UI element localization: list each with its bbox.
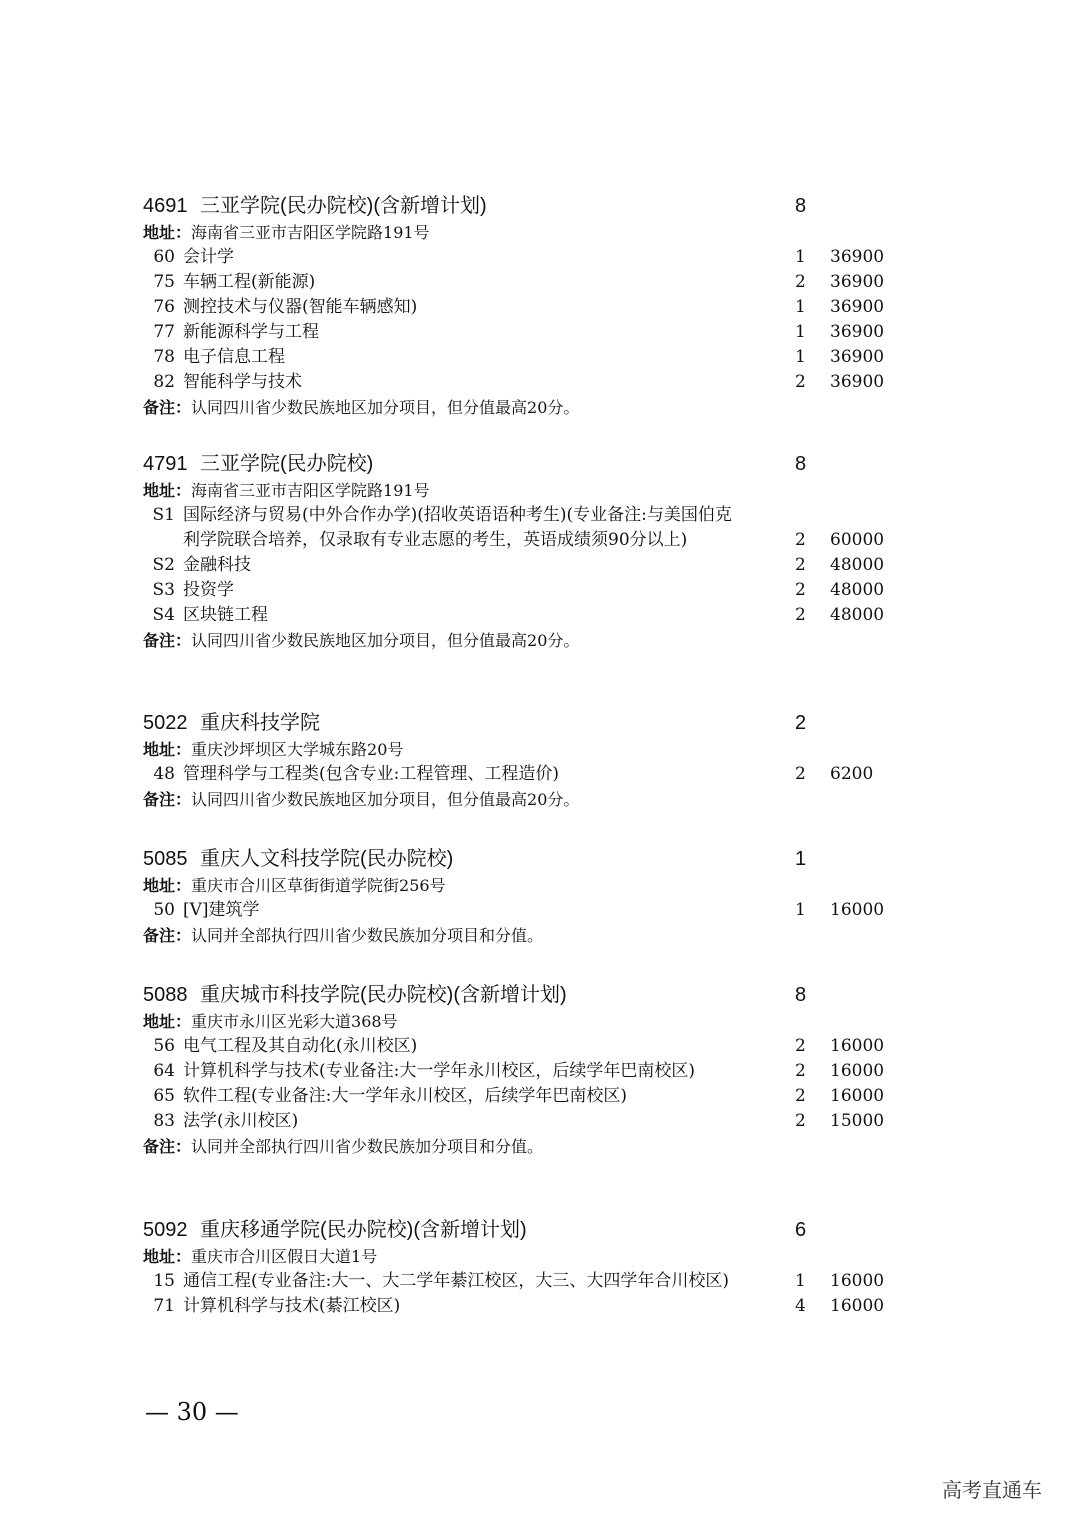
major-name: 电气工程及其自动化(永川校区) — [183, 1036, 418, 1056]
major-count: 2 — [795, 555, 806, 575]
address-label: 地址： — [143, 1014, 192, 1031]
note-text: 认同四川省少数民族地区加分项目，但分值最高20分。 — [191, 790, 580, 809]
school-block — [143, 1216, 1043, 1319]
major-fee: 16000 — [830, 1036, 885, 1056]
major-count: 2 — [795, 764, 806, 784]
major-code: 65 — [153, 1086, 175, 1106]
major-fee: 60000 — [830, 530, 885, 550]
major-row — [143, 320, 1043, 345]
school-header — [143, 845, 1043, 873]
major-fee: 15000 — [830, 1111, 885, 1131]
major-code: S2 — [152, 555, 175, 575]
major-row — [143, 345, 1043, 370]
address-label: 地址： — [143, 742, 192, 759]
address-text: 海南省三亚市吉阳区学院路191号 — [191, 223, 430, 242]
major-row — [143, 270, 1043, 295]
school-address — [143, 873, 1043, 898]
major-fee: 48000 — [830, 555, 885, 575]
school-address — [143, 220, 1043, 245]
major-name: 新能源科学与工程 — [183, 322, 319, 342]
note-text: 认同四川省少数民族地区加分项目，但分值最高20分。 — [191, 398, 580, 417]
school-total-quota: 8 — [795, 195, 807, 217]
school-code: 5092 — [143, 1219, 188, 1241]
major-count: 1 — [795, 1271, 806, 1291]
major-fee: 16000 — [830, 1296, 885, 1316]
major-name: 测控技术与仪器(智能车辆感知) — [183, 297, 418, 317]
note-text: 认同并全部执行四川省少数民族加分项目和分值。 — [191, 1137, 544, 1156]
major-fee: 16000 — [830, 1271, 885, 1291]
major-name: 金融科技 — [183, 555, 251, 575]
major-fee: 16000 — [830, 900, 885, 920]
major-code: 50 — [153, 900, 175, 920]
school-header — [143, 1216, 1043, 1244]
major-code: 71 — [153, 1296, 175, 1316]
school-address — [143, 1009, 1043, 1034]
major-fee: 16000 — [830, 1061, 885, 1081]
address-text: 重庆市合川区草街街道学院街256号 — [191, 876, 446, 895]
major-name: 电子信息工程 — [183, 347, 285, 367]
school-header — [143, 192, 1043, 220]
note-label: 备注： — [143, 1139, 192, 1156]
school-total-quota: 1 — [795, 848, 807, 870]
school-name: 三亚学院(民办院校)(含新增计划) — [200, 195, 487, 217]
major-code: 83 — [153, 1111, 175, 1131]
address-label: 地址： — [143, 1249, 192, 1266]
school-header — [143, 450, 1043, 478]
school-block — [143, 709, 1043, 812]
major-fee: 36900 — [830, 372, 885, 392]
major-name: 区块链工程 — [183, 605, 268, 625]
address-text: 重庆市永川区光彩大道368号 — [191, 1012, 398, 1031]
school-name: 重庆移通学院(民办院校)(含新增计划) — [200, 1219, 527, 1241]
major-name: 计算机科学与技术(綦江校区) — [183, 1296, 401, 1316]
school-address — [143, 478, 1043, 503]
major-fee: 36900 — [830, 272, 885, 292]
school-block — [143, 450, 1043, 653]
school-block — [143, 981, 1043, 1159]
major-count: 1 — [795, 900, 806, 920]
major-fee: 36900 — [830, 297, 885, 317]
major-row — [143, 1034, 1043, 1059]
major-fee: 16000 — [830, 1086, 885, 1106]
major-row — [143, 295, 1043, 320]
school-note — [143, 923, 1043, 948]
major-fee: 36900 — [830, 322, 885, 342]
note-label: 备注： — [143, 633, 192, 650]
major-name: 会计学 — [183, 247, 234, 267]
major-fee: 6200 — [830, 764, 874, 784]
address-label: 地址： — [143, 225, 192, 242]
note-text: 认同并全部执行四川省少数民族加分项目和分值。 — [191, 926, 544, 945]
major-code: 48 — [153, 764, 175, 784]
school-name: 重庆科技学院 — [200, 712, 320, 734]
major-code: 56 — [153, 1036, 175, 1056]
major-fee: 48000 — [830, 580, 885, 600]
school-code: 5022 — [143, 712, 188, 734]
school-total-quota: 2 — [795, 712, 807, 734]
major-row — [143, 553, 1043, 578]
school-note — [143, 395, 1043, 420]
school-block — [143, 845, 1043, 948]
major-count: 1 — [795, 347, 806, 367]
school-code: 4691 — [143, 195, 188, 217]
school-name: 重庆人文科技学院(民办院校) — [200, 848, 454, 870]
address-label: 地址： — [143, 483, 192, 500]
school-code: 5085 — [143, 848, 188, 870]
major-count: 2 — [795, 605, 806, 625]
major-row — [143, 1109, 1043, 1134]
major-count: 2 — [795, 1036, 806, 1056]
note-label: 备注： — [143, 792, 192, 809]
major-count: 2 — [795, 530, 806, 550]
major-row — [143, 603, 1043, 628]
major-count: 2 — [795, 580, 806, 600]
school-code: 5088 — [143, 984, 188, 1006]
note-label: 备注： — [143, 400, 192, 417]
major-fee: 36900 — [830, 247, 885, 267]
major-count: 1 — [795, 297, 806, 317]
major-count: 2 — [795, 272, 806, 292]
major-code: 78 — [153, 347, 175, 367]
major-code: 77 — [153, 322, 175, 342]
major-count: 1 — [795, 322, 806, 342]
major-row — [143, 1294, 1043, 1319]
school-header — [143, 709, 1043, 737]
school-header — [143, 981, 1043, 1009]
school-note — [143, 628, 1043, 653]
major-row — [143, 762, 1043, 787]
major-fee: 48000 — [830, 605, 885, 625]
major-fee: 36900 — [830, 347, 885, 367]
major-count: 2 — [795, 1086, 806, 1106]
major-name: [V]建筑学 — [183, 900, 260, 920]
major-name: 软件工程(专业备注:大一学年永川校区，后续学年巴南校区) — [183, 1086, 627, 1106]
major-count: 2 — [795, 1111, 806, 1131]
watermark: 高考直通车 — [942, 1480, 1042, 1502]
major-code: 75 — [153, 272, 175, 292]
address-text: 重庆沙坪坝区大学城东路20号 — [191, 740, 404, 759]
major-code: S4 — [152, 605, 175, 625]
address-label: 地址： — [143, 878, 192, 895]
major-code: 82 — [153, 372, 175, 392]
major-name: 车辆工程(新能源) — [183, 272, 316, 292]
major-code: 60 — [153, 247, 175, 267]
school-total-quota: 8 — [795, 453, 807, 475]
school-name: 三亚学院(民办院校) — [200, 453, 374, 475]
school-name: 重庆城市科技学院(民办院校)(含新增计划) — [200, 984, 567, 1006]
school-total-quota: 6 — [795, 1219, 807, 1241]
major-name: 投资学 — [183, 580, 234, 600]
major-row — [143, 578, 1043, 603]
page-number: — 30 — — [145, 1398, 239, 1426]
major-row — [143, 1084, 1043, 1109]
school-block — [143, 192, 1043, 420]
address-text: 海南省三亚市吉阳区学院路191号 — [191, 481, 430, 500]
major-name: 计算机科学与技术(专业备注:大一学年永川校区，后续学年巴南校区) — [183, 1061, 695, 1081]
school-address — [143, 1244, 1043, 1269]
note-label: 备注： — [143, 928, 192, 945]
major-code: 15 — [153, 1271, 175, 1291]
major-row — [143, 1269, 1043, 1294]
major-count: 1 — [795, 247, 806, 267]
major-name: 通信工程(专业备注:大一、大二学年綦江校区，大三、大四学年合川校区) — [183, 1271, 729, 1291]
major-row — [143, 898, 1043, 923]
school-address — [143, 737, 1043, 762]
major-count: 4 — [795, 1296, 806, 1316]
school-note — [143, 1134, 1043, 1159]
note-text: 认同四川省少数民族地区加分项目，但分值最高20分。 — [191, 631, 580, 650]
major-row — [143, 370, 1043, 395]
school-code: 4791 — [143, 453, 188, 475]
major-name: 国际经济与贸易(中外合作办学)(招收英语语种考生)(专业备注:与美国伯克利学院联合培养，仅录取有专业志愿的考生，英语成绩须90分以上) — [183, 505, 732, 550]
major-name: 智能科学与技术 — [183, 372, 302, 392]
major-row — [143, 1059, 1043, 1084]
major-count: 2 — [795, 372, 806, 392]
major-row — [143, 503, 1043, 553]
major-code: 64 — [153, 1061, 175, 1081]
major-code: 76 — [153, 297, 175, 317]
school-total-quota: 8 — [795, 984, 807, 1006]
major-code: S3 — [152, 580, 175, 600]
major-name: 管理科学与工程类(包含专业:工程管理、工程造价) — [183, 764, 559, 784]
major-row — [143, 245, 1043, 270]
address-text: 重庆市合川区假日大道1号 — [191, 1247, 378, 1266]
school-note — [143, 787, 1043, 812]
major-code: S1 — [152, 505, 175, 525]
major-name: 法学(永川校区) — [183, 1111, 299, 1131]
major-count: 2 — [795, 1061, 806, 1081]
